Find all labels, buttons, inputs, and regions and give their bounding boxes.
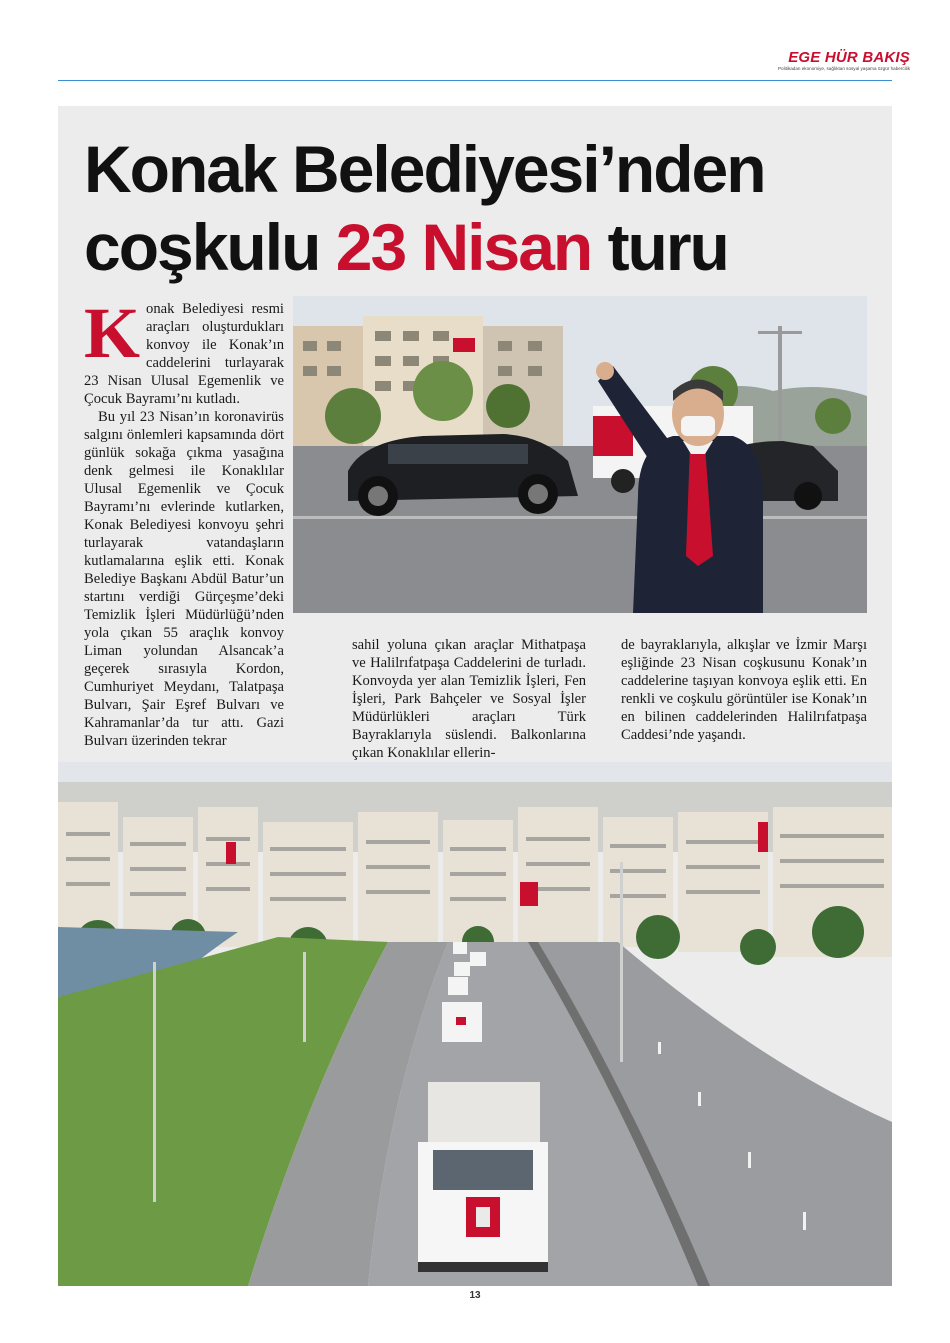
- headline-line2-end: turu: [607, 210, 728, 284]
- logo-tagline: Politikadan ekonomiye, sağlıktan sosyal yaşama özgür habercilik: [777, 66, 910, 71]
- intro-text: onak Belediyesi resmi araçları oluşturdukları konvoy ile Konak’ın caddelerini turlayarak 23 Nisan Ulusal Egemenlik ve Çocuk Bayramı’nı kutladı.: [84, 301, 284, 407]
- article-column-2: [352, 636, 586, 762]
- top-rule: [58, 80, 892, 81]
- paragraph-body: Bu yıl 23 Nisan’ın koronavirüs salgını önlemleri kapsamında dört günlük sokağa çıkma yasağına denk gelmesi ile Konaklılar Ulusal Egemenlik ve Çocuk Bayramı’nı evlerinde kutlarken, Konak Belediyesi konvoyu şehri turlayarak vatandaşların kutlamalarına eşlik etti. Konak Belediye Başkanı Abdül Batur’un startını verdiği Gürçeşme’deki Temizlik İşleri Müdürlüğü’nden yola çıkan 55 araçlık konvoy Liman yolundan Alsancak’a geçerek sırasıyla Kordon, Cumhuriyet Meydanı, Talatpaşa Bulvarı, Şair Eşref Bulvarı ve Kahramanlar’da tur attı. Gazi Bulvarı üzerinden tekrar: [84, 409, 284, 749]
- masthead-logo: [760, 50, 910, 90]
- article-column-1: [84, 293, 284, 758]
- headline: [84, 130, 884, 286]
- page-number: 13: [469, 1290, 481, 1301]
- drop-cap: K: [84, 293, 141, 373]
- headline-highlight: 23 Nisan: [335, 210, 592, 284]
- photo-convoy-aerial: [58, 762, 892, 1286]
- headline-line2-start: coşkulu: [84, 210, 320, 284]
- photo-mayor-waving: [293, 296, 867, 613]
- paragraph-col2: sahil yoluna çıkan araçlar Mithatpaşa ve Halilrıfatpaşa Caddelerini de turladı. Konvoyda yer alan Temizlik İşleri, Fen İşleri, Park Bahçeler ve Sosyal İşler Müdürlükleri araçları Türk Bayraklarıyla süslendi. Balkonlarına çıkan Konaklılar ellerin-: [352, 637, 586, 761]
- article-column-3: [621, 636, 867, 744]
- paragraph-col3: de bayraklarıyla, alkışlar ve İzmir Marşı eşliğinde 23 Nisan coşkusunu Konak’ın caddelerine taşıyan konvoya eşlik etti. En renkli ve coşkulu görüntüler ise Konak’ın en bilinen caddelerinden Halilrıfatpaşa Caddesi’nde yaşandı.: [621, 637, 867, 743]
- paragraph-intro: [84, 293, 284, 408]
- logo-name: EGE HÜR BAKIŞ: [788, 49, 910, 66]
- headline-line1: Konak Belediyesi’nden: [84, 132, 765, 206]
